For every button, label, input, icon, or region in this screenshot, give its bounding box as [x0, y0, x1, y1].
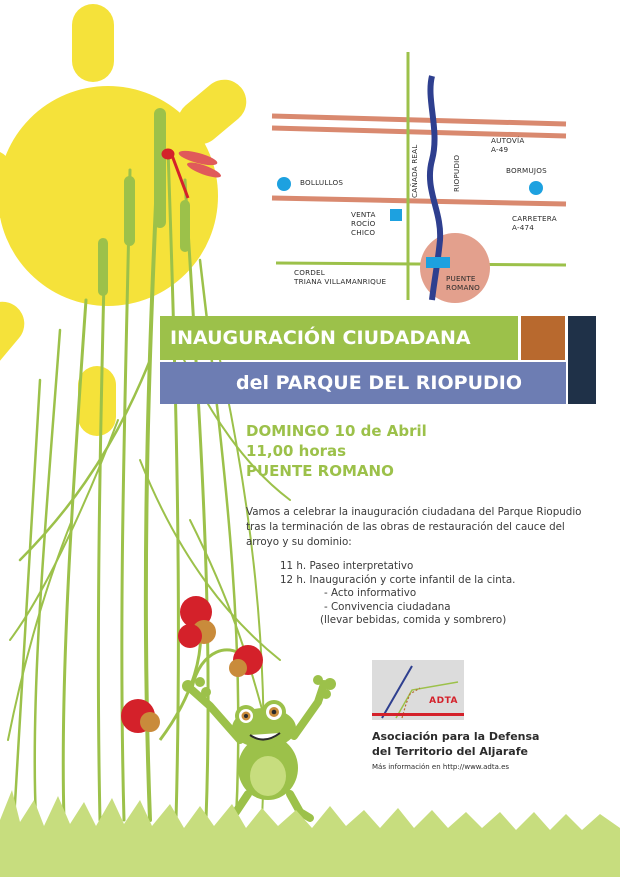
map-label-puente-romano: PUENTE ROMANO [446, 274, 481, 292]
map-label-cordel: CORDEL TRIANA VILLAMANRIQUE [294, 268, 387, 286]
program-item: 12 h. Inauguración y corte infantil de la cinta. [280, 573, 516, 586]
bormujos-marker [529, 181, 543, 195]
map-label-canada-real: CAÑADA REAL [410, 144, 419, 198]
map-label-carretera: CARRETERA A-474 [512, 214, 557, 232]
map-label-bollullos: BOLLULLOS [300, 178, 344, 187]
program-subitem: - Acto informativo [324, 587, 417, 599]
more-info-link[interactable]: Más información en http://www.adta.es [372, 763, 510, 771]
event-info [246, 421, 427, 481]
map-label-riopudio: RIOPUDIO [452, 154, 461, 192]
decorative-block-navy [568, 316, 596, 404]
event-place: PUENTE ROMANO [246, 462, 394, 480]
adta-logo-bar [372, 713, 464, 716]
bridge-marker [426, 257, 450, 268]
decorative-block-orange [521, 316, 565, 360]
program-list [280, 560, 515, 628]
event-date: DOMINGO 10 de Abril [246, 422, 427, 440]
program-subitem: - Convivencia ciudadana [324, 600, 451, 613]
venta-marker [390, 209, 402, 221]
organization-name: Asociación para la Defensa del Territorio del Aljarafe [372, 730, 540, 758]
banner-title: INAUGURACIÓN CIUDADANA [160, 316, 518, 360]
adta-logo-text: ADTA [429, 696, 458, 706]
bollullos-marker [277, 177, 291, 191]
adta-logo-graphic [372, 660, 464, 720]
map-roads [272, 116, 566, 204]
map-label-autovia: AUTOVÍA A-49 [491, 136, 525, 154]
program-item: 11 h. Paseo interpretativo [280, 560, 414, 572]
map-label-venta: VENTA ROCÍO CHICO [351, 210, 376, 237]
adta-logo [372, 660, 464, 720]
event-time: 11,00 horas [246, 442, 347, 460]
program-note: (llevar bebidas, comida y sombrero) [320, 614, 507, 626]
banner-subtitle: del PARQUE DEL RIOPUDIO [160, 362, 566, 404]
intro-paragraph: Vamos a celebrar la inauguración ciudadana del Parque Riopudio tras la terminación de las obras de restauración del cauce del arroyo y su dominio: [246, 506, 582, 548]
map-label-bormujos: BORMUJOS [506, 166, 547, 175]
